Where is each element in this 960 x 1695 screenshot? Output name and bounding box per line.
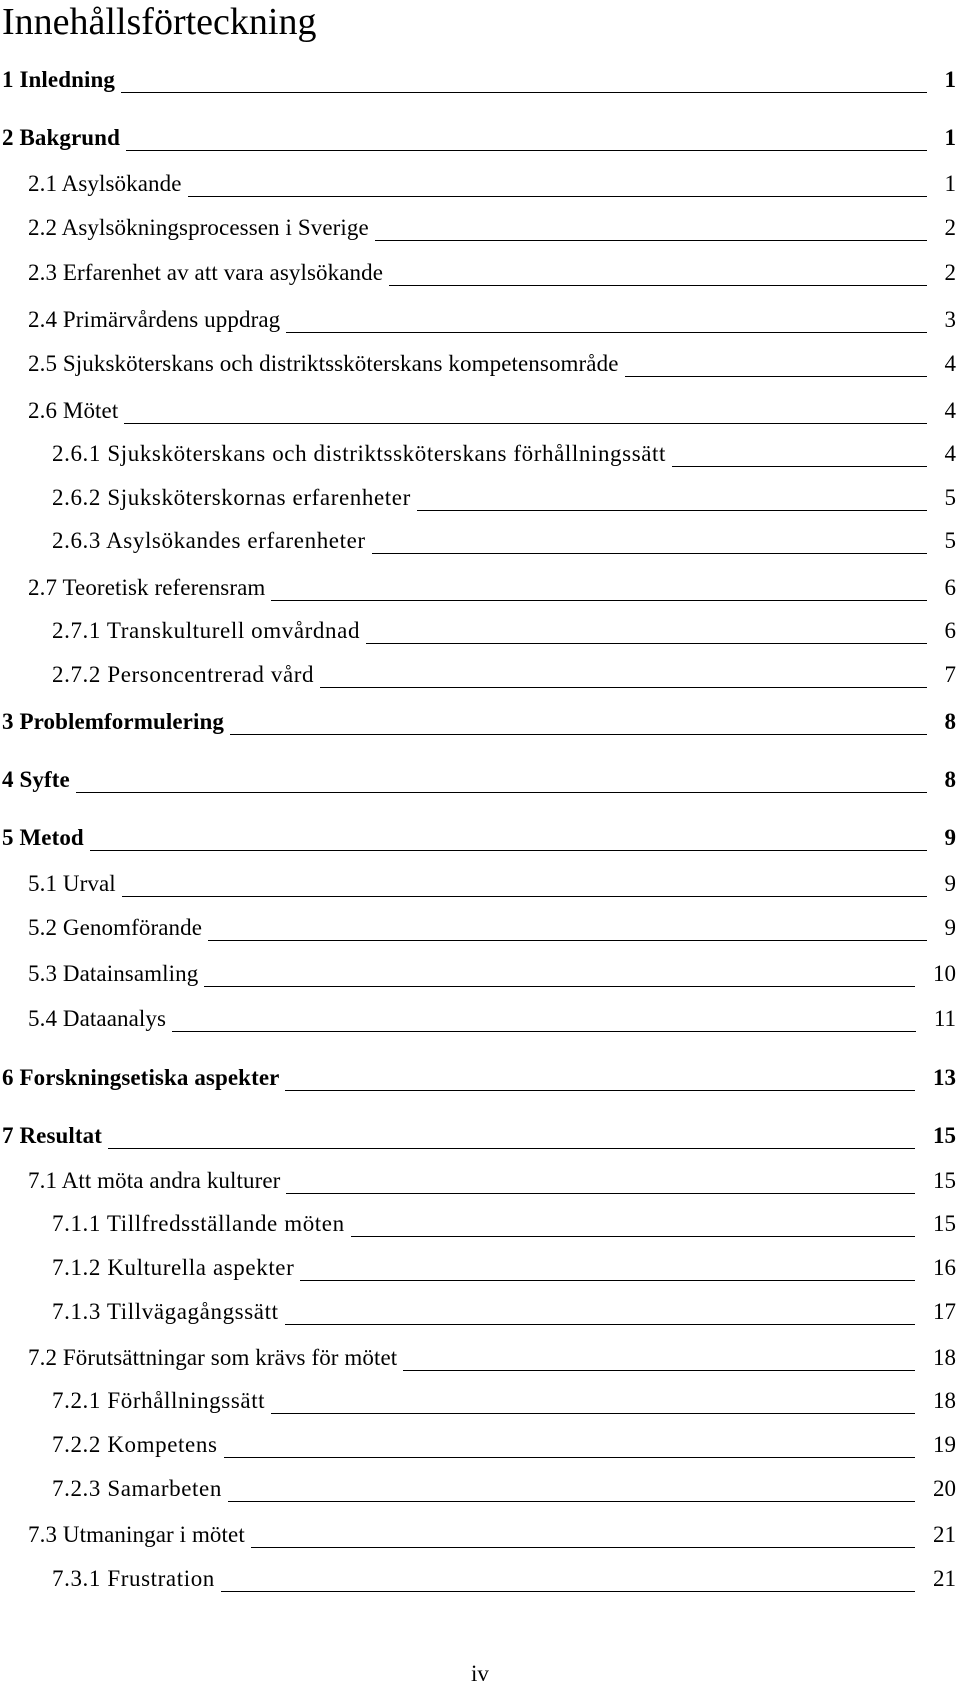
- toc-entry[interactable]: [0, 766, 960, 800]
- toc-entry[interactable]: [0, 1122, 960, 1156]
- toc-entry-title: 2.3 Erfarenhet av att vara asylsökande: [28, 260, 384, 285]
- toc-leader-line: [221, 1591, 915, 1592]
- toc-entry-title: 5.4 Dataanalys: [28, 1006, 167, 1031]
- toc-leader-line: [188, 196, 927, 197]
- toc-leader-line: [124, 423, 926, 424]
- toc-entry-page: 5: [944, 485, 956, 510]
- toc-entry-page: 9: [944, 915, 956, 940]
- toc-entry-title: 3 Problemformulering: [2, 709, 224, 734]
- toc-leader-line: [204, 986, 915, 987]
- toc-entry-page: 2: [944, 260, 956, 285]
- toc-entry-page: 18: [933, 1345, 956, 1370]
- toc-entry-title: 1 Inledning: [2, 67, 115, 92]
- toc-entry-title: 7.1.2 Kulturella aspekter: [52, 1255, 295, 1280]
- toc-leader-line: [625, 376, 927, 377]
- toc-leader-line: [224, 1457, 915, 1458]
- toc-entry-page: 17: [933, 1299, 956, 1324]
- toc-entry-page: 4: [944, 398, 956, 423]
- toc-entry[interactable]: [0, 661, 960, 695]
- toc-entry-title: 7.2.2 Kompetens: [52, 1432, 218, 1457]
- toc-entry[interactable]: [0, 484, 960, 518]
- toc-entry-title: 7.3 Utmaningar i mötet: [28, 1522, 245, 1547]
- toc-leader-line: [366, 643, 926, 644]
- page-title: Innehållsförteckning: [2, 1, 317, 43]
- toc-entry-title: 2.7 Teoretisk referensram: [28, 575, 266, 600]
- toc-leader-line: [672, 466, 926, 467]
- toc-leader-line: [286, 1193, 915, 1194]
- toc-entry-title: 2.1 Asylsökande: [28, 171, 182, 196]
- toc-leader-line: [372, 553, 927, 554]
- page-number: iv: [471, 1661, 489, 1686]
- toc-entry-page: 4: [944, 351, 956, 376]
- toc-entry-title: 2.7.1 Transkulturell omvårdnad: [52, 618, 361, 643]
- toc-leader-line: [122, 896, 927, 897]
- toc-entry[interactable]: [0, 1475, 960, 1509]
- toc-entry-title: 7.1.1 Tillfredsställande möten: [52, 1211, 345, 1236]
- toc-entry[interactable]: [0, 1167, 960, 1201]
- toc-entry-page: 21: [933, 1566, 956, 1591]
- toc-entry-page: 20: [933, 1476, 956, 1501]
- toc-entry-title: 7.1.3 Tillvägagångssätt: [52, 1299, 279, 1324]
- toc-entry-title: 2.6.1 Sjuksköterskans och distriktssköterskans förhållningssätt: [52, 441, 667, 466]
- toc-entry-page: 13: [933, 1065, 956, 1090]
- toc-leader-line: [285, 1324, 915, 1325]
- toc-entry-page: 1: [944, 125, 956, 150]
- toc-entry-page: 8: [944, 767, 956, 792]
- toc-entry[interactable]: [0, 527, 960, 561]
- toc-leader-line: [375, 240, 927, 241]
- toc-leader-line: [271, 1413, 915, 1414]
- toc-entry-page: 6: [944, 618, 956, 643]
- toc-entry[interactable]: [0, 1005, 960, 1039]
- toc-leader-line: [286, 332, 926, 333]
- toc-entry[interactable]: [0, 66, 960, 100]
- toc-entry-page: 19: [933, 1432, 956, 1457]
- toc-entry-page: 7: [944, 662, 956, 687]
- toc-entry[interactable]: [0, 1344, 960, 1378]
- toc-entry[interactable]: [0, 306, 960, 340]
- toc-entry-page: 10: [933, 961, 956, 986]
- toc-entry-title: 6 Forskningsetiska aspekter: [2, 1065, 280, 1090]
- toc-entry[interactable]: [0, 1387, 960, 1421]
- toc-leader-line: [351, 1236, 915, 1237]
- toc-entry-title: 5.3 Datainsamling: [28, 961, 199, 986]
- toc-entry-page: 18: [933, 1388, 956, 1413]
- toc-entry-title: 5.2 Genomförande: [28, 915, 203, 940]
- toc-entry-title: 2.7.2 Personcentrerad vård: [52, 662, 315, 687]
- toc-leader-line: [251, 1547, 915, 1548]
- toc-entry-title: 5 Metod: [2, 825, 84, 850]
- toc-entry-title: 7.2 Förutsättningar som krävs för mötet: [28, 1345, 398, 1370]
- toc-entry[interactable]: [0, 708, 960, 742]
- toc-entry-page: 15: [933, 1211, 956, 1236]
- toc-entry-page: 15: [933, 1168, 956, 1193]
- toc-entry-page: 6: [944, 575, 956, 600]
- toc-entry-page: 3: [944, 307, 956, 332]
- toc-leader-line: [300, 1280, 915, 1281]
- toc-leader-line: [285, 1090, 915, 1091]
- toc-leader-line: [271, 600, 926, 601]
- toc-entry[interactable]: [0, 350, 960, 384]
- toc-leader-line: [76, 792, 927, 793]
- toc-entry-title: 7.1 Att möta andra kulturer: [28, 1168, 281, 1193]
- toc-leader-line: [320, 687, 926, 688]
- toc-entry-title: 4 Syfte: [2, 767, 70, 792]
- toc-entry[interactable]: [0, 574, 960, 608]
- toc-entry[interactable]: [0, 617, 960, 651]
- toc-leader-line: [90, 850, 927, 851]
- toc-entry[interactable]: [0, 214, 960, 248]
- toc-entry[interactable]: [0, 1210, 960, 1244]
- toc-entry[interactable]: [0, 824, 960, 858]
- toc-entry[interactable]: [0, 259, 960, 293]
- toc-entry-page: 4: [944, 441, 956, 466]
- toc-leader-line: [126, 150, 927, 151]
- toc-entry-page: 9: [944, 871, 956, 896]
- toc-entry-title: 2.6.3 Asylsökandes erfarenheter: [52, 528, 366, 553]
- toc-entry-page: 16: [933, 1255, 956, 1280]
- toc-entry[interactable]: [0, 870, 960, 904]
- toc-entry-page: 5: [944, 528, 956, 553]
- toc-entry-page: 1: [944, 67, 956, 92]
- toc-leader-line: [230, 734, 927, 735]
- toc-leader-line: [121, 92, 927, 93]
- toc-entry[interactable]: [0, 914, 960, 948]
- toc-entry[interactable]: [0, 1254, 960, 1288]
- toc-leader-line: [208, 940, 926, 941]
- toc-entry-page: 11: [933, 1006, 956, 1031]
- toc-entry[interactable]: [0, 397, 960, 431]
- toc-entry-title: 2.6.2 Sjuksköterskornas erfarenheter: [52, 485, 411, 510]
- toc-leader-line: [228, 1501, 915, 1502]
- toc-entry[interactable]: [0, 170, 960, 204]
- toc-entry-title: 7.2.1 Förhållningssätt: [52, 1388, 266, 1413]
- toc-entry-title: 2 Bakgrund: [2, 125, 120, 150]
- toc-entry[interactable]: [0, 124, 960, 158]
- toc-entry-title: 7.3.1 Frustration: [52, 1566, 215, 1591]
- toc-entry-page: 21: [933, 1522, 956, 1547]
- toc-entry[interactable]: [0, 1521, 960, 1555]
- toc-entry-title: 2.5 Sjuksköterskans och distriktssköterskans kompetensområde: [28, 351, 619, 376]
- toc-entry[interactable]: [0, 1064, 960, 1098]
- toc-entry-page: 9: [944, 825, 956, 850]
- toc-entry[interactable]: [0, 440, 960, 474]
- toc-entry-page: 8: [944, 709, 956, 734]
- toc-entry-page: 15: [933, 1123, 956, 1148]
- toc-entry[interactable]: [0, 1565, 960, 1599]
- toc-entry-title: 2.4 Primärvårdens uppdrag: [28, 307, 281, 332]
- toc-entry-title: 7 Resultat: [2, 1123, 103, 1148]
- toc-entry-title: 2.6 Mötet: [28, 398, 119, 423]
- toc-leader-line: [108, 1148, 915, 1149]
- toc-entry-title: 2.2 Asylsökningsprocessen i Sverige: [28, 215, 369, 240]
- toc-leader-line: [389, 285, 926, 286]
- toc-entry[interactable]: [0, 1431, 960, 1465]
- toc-entry-title: 5.1 Urval: [28, 871, 116, 896]
- toc-entry-title: 7.2.3 Samarbeten: [52, 1476, 222, 1501]
- toc-leader-line: [172, 1031, 916, 1032]
- toc-leader-line: [417, 510, 927, 511]
- toc-leader-line: [403, 1370, 915, 1371]
- toc-entry[interactable]: [0, 1298, 960, 1332]
- toc-entry-page: 2: [944, 215, 956, 240]
- toc-entry[interactable]: [0, 960, 960, 994]
- toc-entry-page: 1: [944, 171, 956, 196]
